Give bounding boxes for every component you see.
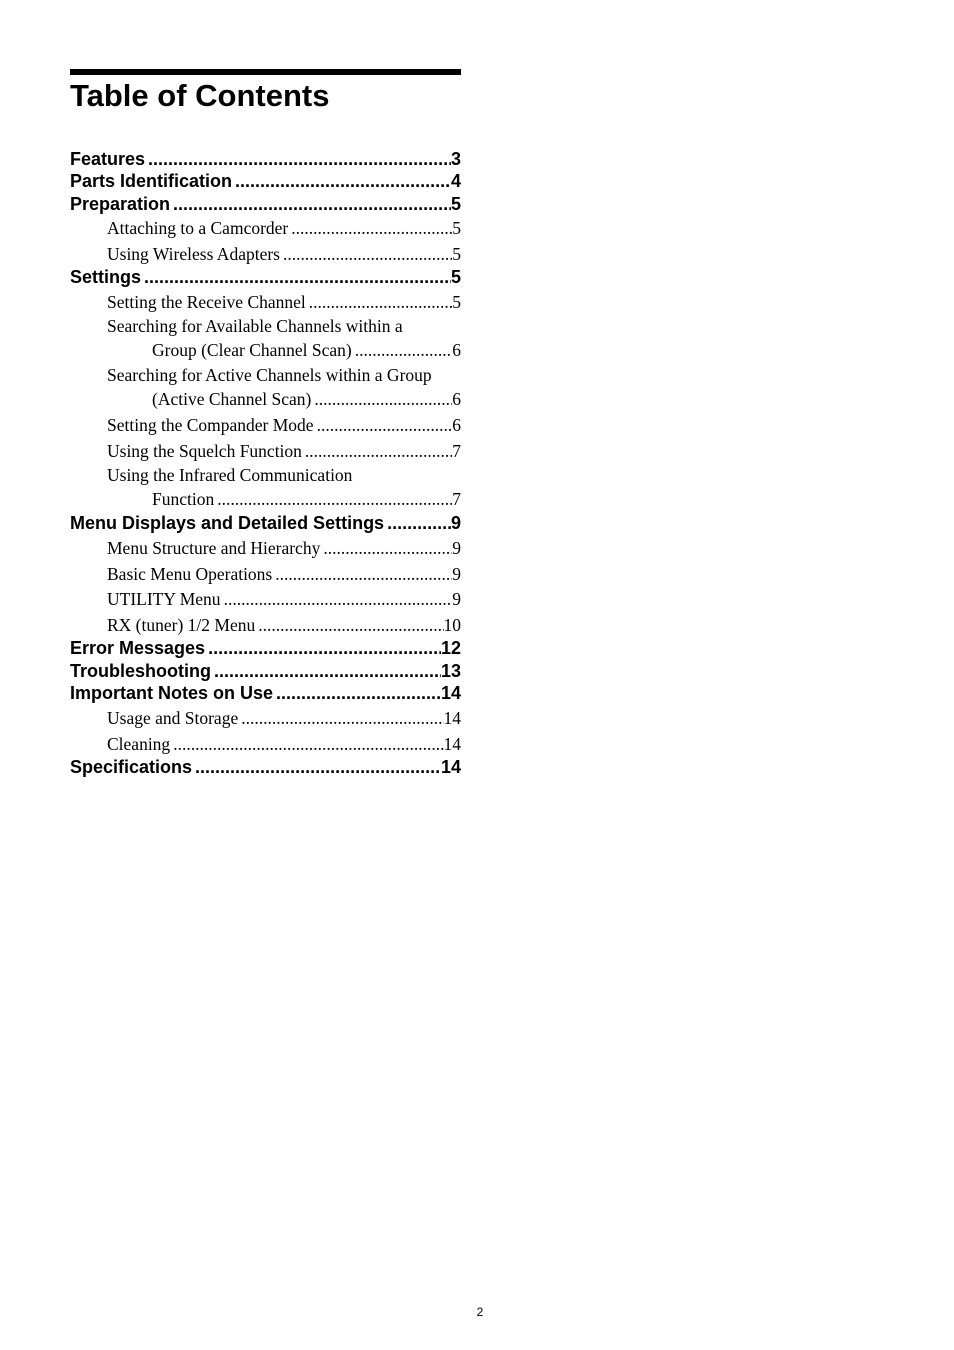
toc-entry-title: Setting the Compander Mode [107,415,314,436]
toc-entry-searching-available-channels[interactable] [70,314,461,362]
dot-leader [272,563,452,586]
toc-entry-title-line2: (Active Channel Scan) [152,388,312,409]
toc-entry-page: 14 [443,733,461,754]
toc-entry-setting-compander-mode[interactable] [70,412,461,438]
toc-entry-title: RX (tuner) 1/2 Menu [107,614,256,635]
dot-leader [302,440,452,463]
dot-leader [170,193,451,215]
dot-leader [306,291,452,314]
dot-leader [221,588,453,611]
toc-entry-rx-tuner-menu[interactable] [70,611,461,637]
toc-entry-error-messages[interactable] [70,637,461,660]
toc-entry-title: Usage and Storage [107,707,239,728]
toc-entry-title: Using Wireless Adapters [107,243,280,264]
toc-entry-page: 7 [452,440,461,461]
toc-entry-basic-menu-operations[interactable] [70,560,461,586]
toc-entry-title: Preparation [70,193,171,214]
dot-leader [280,243,452,266]
toc-entry-cleaning[interactable] [70,730,461,756]
toc-entry-title: Error Messages [70,638,206,659]
toc-entry-usage-storage[interactable] [70,704,461,730]
toc-entry-page: 3 [450,148,461,169]
toc-entry-title: Setting the Receive Channel [107,291,306,312]
toc-entry-using-infrared-communication[interactable] [70,463,461,511]
toc-entry-title: Features [70,148,146,169]
dot-leader [311,388,452,411]
toc-entry-page: 10 [443,614,461,635]
title-rule [70,69,461,75]
toc-entry-using-squelch-function[interactable] [70,437,461,463]
toc-entry-title: Attaching to a Camcorder [107,218,289,239]
dot-leader [170,733,443,756]
toc-entry-page: 14 [440,757,461,778]
table-of-contents [70,147,461,778]
toc-entry-utility-menu[interactable] [70,586,461,612]
toc-entry-title: Important Notes on Use [70,683,274,704]
toc-entry-page: 6 [452,339,461,360]
toc-entry-page: 5 [452,291,461,312]
toc-entry-page: 5 [452,243,461,264]
toc-entry-title: Specifications [70,757,193,778]
toc-entry-title: Using the Squelch Function [107,440,302,461]
toc-entry-title-line1: Using the Infrared Communication [107,464,353,485]
toc-entry-title: Troubleshooting [70,660,211,681]
toc-entry-features[interactable] [70,147,461,170]
dot-leader [352,339,453,362]
toc-entry-specifications[interactable] [70,756,461,779]
toc-entry-important-notes[interactable] [70,682,461,705]
dot-leader [214,488,452,511]
dot-leader [238,707,443,730]
toc-entry-page: 14 [440,683,461,704]
toc-entry-page: 9 [450,513,461,534]
toc-entry-page: 4 [450,171,461,191]
dot-leader [314,414,453,437]
toc-entry-parts-identification[interactable] [70,170,461,193]
toc-entry-page: 5 [452,218,461,239]
toc-entry-troubleshooting[interactable] [70,659,461,682]
toc-entry-searching-active-channels[interactable] [70,363,461,411]
dot-leader [288,217,452,240]
toc-entry-menu-displays[interactable] [70,512,461,535]
toc-entry-page: 5 [450,193,461,214]
toc-entry-attaching-camcorder[interactable] [70,215,461,241]
toc-entry-preparation[interactable] [70,192,461,215]
dot-leader [255,614,443,637]
dot-leader [205,637,441,659]
toc-entry-page: 6 [452,388,461,409]
toc-entry-menu-structure[interactable] [70,534,461,560]
dot-leader [320,537,452,560]
dot-leader [273,682,441,704]
toc-entry-page: 9 [452,589,461,610]
toc-entry-page: 9 [452,563,461,584]
toc-entry-page: 7 [452,488,461,509]
toc-entry-using-wireless-adapters[interactable] [70,240,461,266]
toc-entry-page: 5 [450,267,461,288]
dot-leader [211,660,441,682]
dot-leader [192,756,441,778]
dot-leader [232,170,451,192]
toc-entry-title: Settings [70,267,142,288]
toc-entry-page: 13 [440,660,461,681]
toc-entry-title-line1: Searching for Available Channels within a [107,315,403,336]
toc-entry-page: 14 [443,707,461,728]
toc-entry-title: Cleaning [107,733,171,754]
toc-entry-settings[interactable] [70,266,461,289]
toc-entry-title: Parts Identification [70,171,233,191]
dot-leader [145,148,451,170]
page-number: 2 [476,1305,484,1319]
toc-entry-title: Basic Menu Operations [107,563,273,584]
page-title: Table of Contents [70,78,330,113]
toc-entry-title: Menu Displays and Detailed Settings [70,513,385,534]
toc-entry-title: UTILITY Menu [107,589,221,610]
toc-entry-title: Menu Structure and Hierarchy [107,538,321,559]
toc-entry-page: 6 [452,415,461,436]
toc-entry-title-line1: Searching for Active Channels within a Group [107,364,432,385]
toc-entry-title-line2: Function [152,488,215,509]
toc-entry-page: 12 [440,638,461,659]
dot-leader [141,266,451,288]
dot-leader [384,512,451,534]
toc-entry-title-line2: Group (Clear Channel Scan) [152,339,352,360]
toc-entry-page: 9 [452,538,461,559]
toc-entry-setting-receive-channel[interactable] [70,288,461,314]
